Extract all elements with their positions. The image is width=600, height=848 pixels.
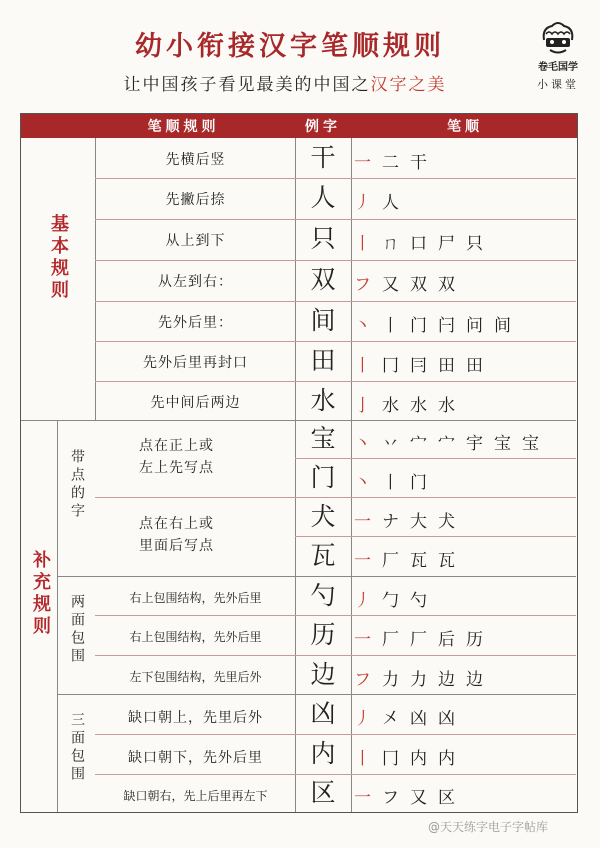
stroke-step: 冂 <box>382 749 399 769</box>
stroke-step: 间 <box>494 316 511 336</box>
stroke-step: 一 <box>354 551 371 571</box>
example-char: 历 <box>310 620 336 649</box>
stroke-step: 犬 <box>438 512 455 532</box>
example-char: 瓦 <box>310 541 336 570</box>
stroke-step: 宀 <box>410 434 427 454</box>
stroke-step: フ <box>354 670 371 690</box>
stroke-step: 干 <box>410 153 427 173</box>
example-char: 宝 <box>310 424 336 453</box>
stroke-step: 一 <box>354 153 371 173</box>
stroke-step: 厂 <box>382 551 399 571</box>
watermark: @天天练字电子字帖库 <box>428 820 549 834</box>
example-char: 干 <box>310 143 336 172</box>
stroke-sequence <box>354 429 576 454</box>
stroke-step: 门 <box>410 473 427 493</box>
rule-text: 缺口朝上，先里后外 <box>128 710 263 726</box>
stroke-step: 问 <box>466 316 483 336</box>
stroke-step: 二 <box>382 153 399 173</box>
rule-line: 点在右上或 <box>139 516 214 532</box>
header-rule: 笔顺规则 <box>147 119 220 135</box>
stroke-sequence <box>354 783 576 808</box>
row-divider <box>95 497 576 498</box>
row-divider <box>295 458 576 459</box>
stroke-step: 丨 <box>354 234 371 254</box>
stroke-step: 㐅 <box>382 709 399 729</box>
stroke-sequence <box>354 704 576 729</box>
stroke-step: 瓦 <box>410 551 427 571</box>
example-char: 凶 <box>310 699 336 728</box>
example-char: 犬 <box>310 502 336 531</box>
stroke-step: 一 <box>354 512 371 532</box>
stroke-step: 双 <box>438 275 455 295</box>
stroke-step: 凶 <box>410 709 427 729</box>
header-strokes: 笔顺 <box>447 119 483 135</box>
example-char: 田 <box>310 346 336 375</box>
row-divider <box>95 219 576 220</box>
divider <box>57 694 576 695</box>
row-divider <box>95 615 576 616</box>
rule-line: 左上先写点 <box>139 460 214 476</box>
example-char: 边 <box>310 660 336 689</box>
stroke-step: 历 <box>466 630 483 650</box>
stroke-order-table <box>20 113 578 813</box>
example-char: 只 <box>310 224 336 253</box>
stroke-step: 宝 <box>522 434 539 454</box>
rule-text: 右上包围结构，先外后里 <box>129 591 262 605</box>
stroke-step: 又 <box>382 275 399 295</box>
stroke-step: 边 <box>438 670 455 690</box>
rule-line: 里面后写点 <box>139 538 214 554</box>
stroke-step: 厂 <box>410 630 427 650</box>
example-char: 双 <box>310 265 336 294</box>
stroke-sequence <box>354 391 576 416</box>
stroke-sequence <box>354 188 576 213</box>
rule-text: 先中间后两边 <box>150 395 241 411</box>
stroke-step: 瓦 <box>438 551 455 571</box>
rule-text: 先撇后捺 <box>165 192 226 208</box>
stroke-sequence <box>354 744 576 769</box>
divider <box>21 420 576 421</box>
stroke-step: 丶 <box>354 316 371 336</box>
subcategory-two-side: 两面包围 <box>69 594 85 666</box>
stroke-sequence <box>354 665 576 690</box>
rule-line: 点在正上或 <box>139 438 214 454</box>
stroke-step: 边 <box>466 670 483 690</box>
stroke-sequence <box>354 229 576 254</box>
example-char: 水 <box>310 386 336 415</box>
row-divider <box>95 301 576 302</box>
stroke-sequence <box>354 507 576 532</box>
stroke-step: 水 <box>382 396 399 416</box>
rule-text: 先横后竖 <box>165 152 226 168</box>
stroke-step: 冂 <box>382 356 399 376</box>
row-divider <box>95 734 576 735</box>
subtitle <box>40 70 530 95</box>
row-divider <box>95 260 576 261</box>
example-char: 勺 <box>310 581 336 610</box>
divider <box>351 138 352 812</box>
rule-text-dot-front <box>58 435 295 479</box>
stroke-sequence <box>354 586 576 611</box>
stroke-sequence <box>354 546 576 571</box>
subcategory-dot: 带点的字 <box>69 449 85 521</box>
rule-text: 从左到右： <box>158 274 233 290</box>
divider <box>57 576 576 577</box>
stroke-step: 宀 <box>438 434 455 454</box>
example-char: 间 <box>310 306 336 335</box>
table-header <box>21 114 577 138</box>
stroke-step: 勺 <box>410 591 427 611</box>
rule-text: 先外后里： <box>158 315 233 331</box>
stroke-step: 门 <box>410 316 427 336</box>
stroke-step: ㄇ <box>382 234 399 254</box>
stroke-step: 只 <box>466 234 483 254</box>
stroke-step: 丨 <box>354 356 371 376</box>
stroke-step: 厂 <box>382 630 399 650</box>
row-divider <box>95 655 576 656</box>
page-title: 幼小衔接汉字笔顺规则 <box>135 31 445 62</box>
brand-logo <box>528 20 588 92</box>
rule-text: 先外后里再封口 <box>143 355 248 371</box>
stroke-step: 丨 <box>382 316 399 336</box>
stroke-step: 一 <box>354 788 371 808</box>
stroke-step: 凶 <box>438 709 455 729</box>
stroke-step: 冃 <box>410 356 427 376</box>
stroke-step: 闩 <box>438 316 455 336</box>
example-char: 门 <box>310 463 336 492</box>
stroke-step: 田 <box>466 356 483 376</box>
stroke-step: 尸 <box>438 234 455 254</box>
example-char: 人 <box>310 183 336 212</box>
stroke-step: 力 <box>410 670 427 690</box>
stroke-step: 丶 <box>354 473 371 493</box>
stroke-step: 丿 <box>354 193 371 213</box>
rule-text: 从上到下 <box>165 233 226 249</box>
stroke-step: 又 <box>410 788 427 808</box>
stroke-sequence <box>354 351 576 376</box>
example-char: 区 <box>310 778 336 807</box>
stroke-step: フ <box>354 275 371 295</box>
stroke-step: 区 <box>438 788 455 808</box>
stroke-step: 丷 <box>382 434 399 454</box>
stroke-step: 水 <box>438 396 455 416</box>
rule-text-dot-back <box>58 513 295 557</box>
row-divider <box>95 774 576 775</box>
stroke-step: 口 <box>410 234 427 254</box>
rule-text: 右上包围结构，先外后里 <box>129 630 262 644</box>
stroke-step: 田 <box>438 356 455 376</box>
example-char: 内 <box>310 739 336 768</box>
stroke-sequence <box>354 468 576 493</box>
stroke-sequence <box>354 148 576 173</box>
row-divider <box>95 178 576 179</box>
stroke-step: 后 <box>438 630 455 650</box>
stroke-step: 丶 <box>354 434 371 454</box>
stroke-step: 宇 <box>466 434 483 454</box>
row-divider <box>95 341 576 342</box>
stroke-step: 人 <box>382 193 399 213</box>
stroke-step: 力 <box>382 670 399 690</box>
stroke-sequence <box>354 311 576 336</box>
stroke-sequence <box>354 270 576 295</box>
stroke-step: フ <box>382 788 399 808</box>
stroke-sequence <box>354 625 576 650</box>
stroke-step: 丿 <box>354 591 371 611</box>
curly-hair-icon <box>538 20 578 56</box>
stroke-step: 亅 <box>354 396 371 416</box>
row-divider <box>95 381 576 382</box>
rule-text: 缺口朝下，先外后里 <box>128 750 263 766</box>
subtitle-highlight: 汉字之美 <box>370 75 447 95</box>
header-example: 例字 <box>305 119 341 135</box>
stroke-step: 大 <box>410 512 427 532</box>
stroke-step: ナ <box>382 512 399 532</box>
stroke-step: 双 <box>410 275 427 295</box>
category-supplement: 补充规则 <box>30 550 51 638</box>
logo-line2: 小课堂 <box>537 78 579 91</box>
logo-line1: 卷毛国学 <box>538 62 578 73</box>
stroke-step: 一 <box>354 630 371 650</box>
stroke-step: 勹 <box>382 591 399 611</box>
stroke-step: 丿 <box>354 709 371 729</box>
stroke-step: 内 <box>438 749 455 769</box>
stroke-step: 水 <box>410 396 427 416</box>
rule-text: 缺口朝右，先上后里再左下 <box>123 789 268 803</box>
stroke-step: 丨 <box>382 473 399 493</box>
subtitle-main: 让中国孩子看见最美的中国之 <box>123 75 371 95</box>
stroke-step: 丨 <box>354 749 371 769</box>
category-basic: 基本规则 <box>48 214 69 302</box>
stroke-step: 宝 <box>494 434 511 454</box>
row-divider <box>295 536 576 537</box>
rule-text: 左下包围结构，先里后外 <box>129 670 262 684</box>
stroke-step: 内 <box>410 749 427 769</box>
subcategory-three-side: 三面包围 <box>69 712 85 784</box>
